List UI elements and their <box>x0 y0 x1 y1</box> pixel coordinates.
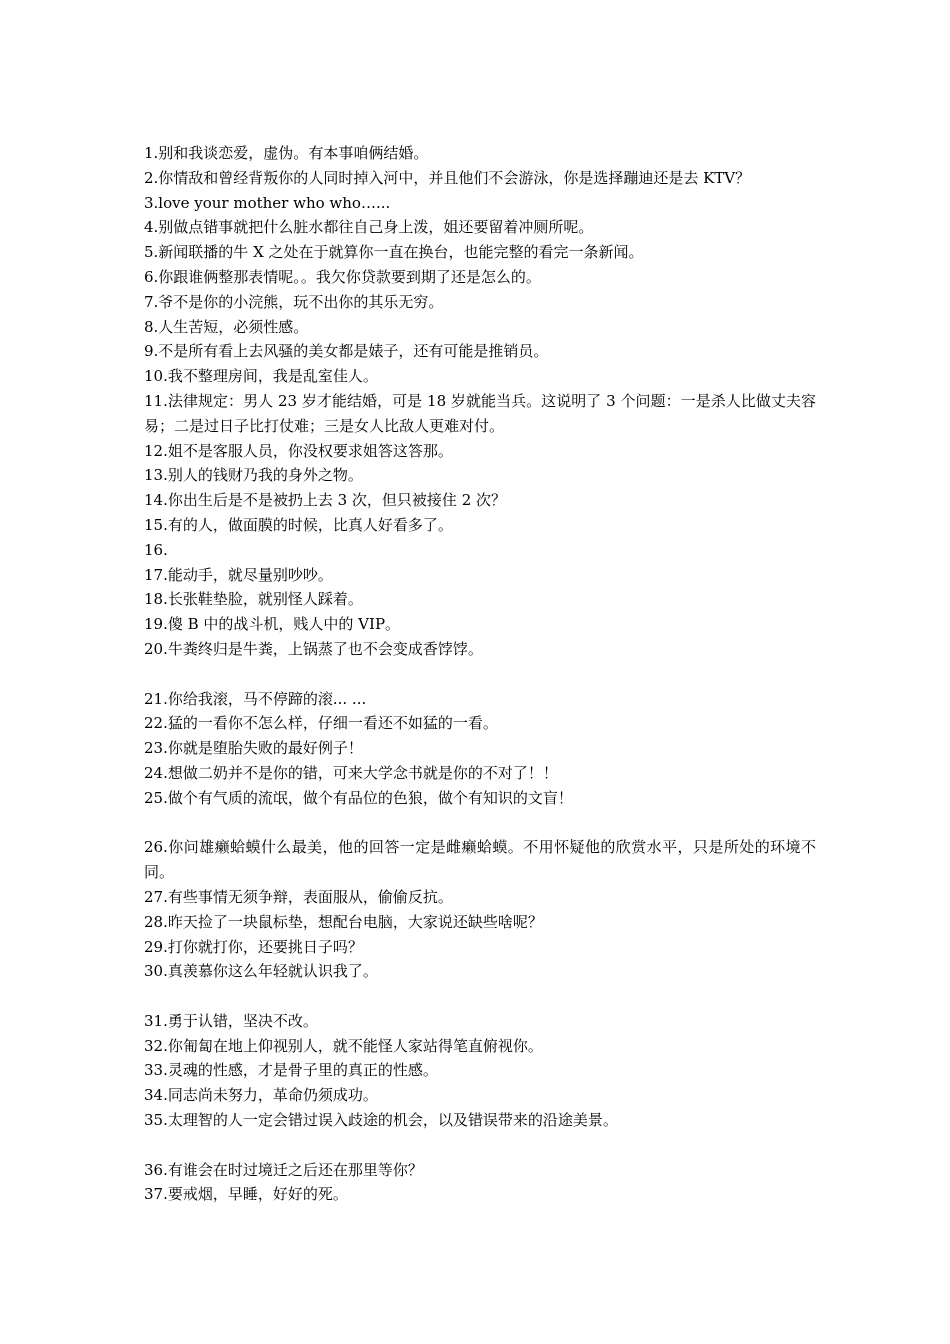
text-line-31: 31.勇于认错，坚决不改。 <box>144 1011 318 1030</box>
text-line-6: 6.你跟谁俩整那表情呢。。我欠你贷款要到期了还是怎么的。 <box>144 267 541 286</box>
document-body <box>144 141 816 1207</box>
blank-line <box>144 662 816 687</box>
text-line-7: 7.爷不是你的小浣熊，玩不出你的其乐无穷。 <box>144 292 444 311</box>
text-line-22: 22.猛的一看你不怎么样，仔细一看还不如猛的一看。 <box>144 714 498 733</box>
blank-line <box>144 811 816 836</box>
text-line-15: 15.有的人，做面膜的时候，比真人好看多了。 <box>144 515 453 534</box>
text-line-16: 16. <box>144 540 168 559</box>
text-line-25: 25.做个有气质的流氓，做个有品位的色狼，做个有知识的文盲！ <box>144 788 573 807</box>
text-line-36: 36.有谁会在时过境迁之后还在那里等你？ <box>144 1160 423 1179</box>
text-line-8: 8.人生苦短，必须性感。 <box>144 317 309 336</box>
text-line-14: 14.你出生后是不是被扔上去 3 次，但只被接住 2 次？ <box>144 491 507 510</box>
text-line-21: 21.你给我滚，马不停蹄的滚... ... <box>144 689 367 708</box>
text-line-4: 4.别做点错事就把什么脏水都往自己身上泼，姐还要留着冲厕所呢。 <box>144 218 594 237</box>
text-line-13: 13.别人的钱财乃我的身外之物。 <box>144 466 363 485</box>
text-line-1: 1.别和我谈恋爱，虚伪。有本事咱俩结婚。 <box>144 144 429 162</box>
text-line-24: 24.想做二奶并不是你的错，可来大学念书就是你的不对了！！ <box>144 763 558 782</box>
text-line-5: 5.新闻联播的牛 X 之处在于就算你一直在换台，也能完整的看完一条新闻。 <box>144 243 644 262</box>
text-line-20: 20.牛粪终归是牛粪，上锅蒸了也不会变成香饽饽。 <box>144 639 483 658</box>
text-line-28: 28.昨天捡了一块鼠标垫，想配台电脑，大家说还缺些啥呢？ <box>144 912 543 931</box>
text-line-3: 3.love your mother who who…... <box>144 193 391 212</box>
text-line-2: 2.你情敌和曾经背叛你的人同时掉入河中，并且他们不会游泳，你是选择蹦迪还是去 KTV？ <box>144 168 751 187</box>
text-line-12: 12.姐不是客服人员，你没权要求姐答这答那。 <box>144 441 453 460</box>
text-line-18: 18.长张鞋垫脸，就别怪人踩着。 <box>144 590 363 609</box>
text-line-19: 19.傻 B 中的战斗机，贱人中的 VIP。 <box>144 615 401 634</box>
text-line-9: 9.不是所有看上去风骚的美女都是婊子，还有可能是推销员。 <box>144 342 549 361</box>
text-line-17: 17.能动手，就尽量别吵吵。 <box>144 565 333 584</box>
text-line-30: 30.真羡慕你这么年轻就认识我了。 <box>144 962 378 981</box>
blank-line <box>144 1133 816 1158</box>
text-line-37: 37.要戒烟，早睡，好好的死。 <box>144 1185 348 1204</box>
text-line-26: 26.你问雄癞蛤蟆什么最美，他的回答一定是雌癞蛤蟆。不用怀疑他的欣赏水平，只是所处的环境不同。 <box>144 838 816 882</box>
text-line-32: 32.你匍匐在地上仰视别人，就不能怪人家站得笔直俯视你。 <box>144 1036 543 1055</box>
text-line-23: 23.你就是堕胎失败的最好例子！ <box>144 739 363 758</box>
text-line-34: 34.同志尚未努力，革命仍须成功。 <box>144 1086 378 1105</box>
text-line-27: 27.有些事情无须争辩，表面服从，偷偷反抗。 <box>144 887 453 906</box>
text-line-10: 10.我不整理房间，我是乱室佳人。 <box>144 367 378 386</box>
text-line-33: 33.灵魂的性感，才是骨子里的真正的性感。 <box>144 1061 438 1080</box>
text-line-35: 35.太理智的人一定会错过误入歧途的机会，以及错误带来的沿途美景。 <box>144 1111 618 1130</box>
blank-line <box>144 984 816 1009</box>
text-line-11: 11.法律规定：男人 23 岁才能结婚，可是 18 岁就能当兵。这说明了 3 个问题：一是杀人比做丈夫容易；二是过日子比打仗难；三是女人比敌人更难对付。 <box>144 391 816 435</box>
text-line-29: 29.打你就打你，还要挑日子吗？ <box>144 937 363 956</box>
